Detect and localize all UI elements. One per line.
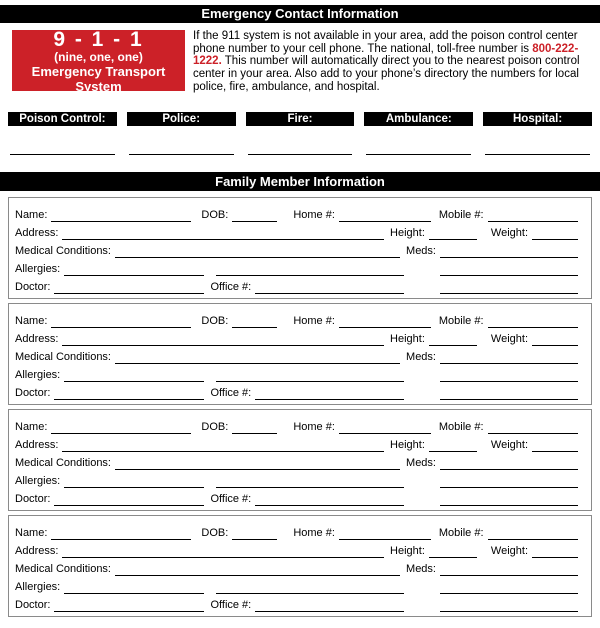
meds-field[interactable] (440, 257, 578, 258)
home-phone-field[interactable] (339, 433, 431, 434)
name-label: Name: (15, 527, 48, 539)
office-phone-field[interactable] (255, 611, 404, 612)
allergies-field[interactable] (64, 593, 204, 594)
member-row-allergies (15, 576, 578, 594)
mobile-phone-label: Mobile #: (438, 315, 484, 327)
office-phone-label: Office #: (210, 387, 252, 399)
home-phone-field[interactable] (339, 539, 431, 540)
dob-label: DOB: (201, 527, 229, 539)
911-pronunciation: (nine, one, one) (54, 49, 143, 64)
meds-continuation-field[interactable] (440, 293, 578, 294)
doctor-field[interactable] (54, 293, 204, 294)
name-label: Name: (15, 315, 48, 327)
dob-label: DOB: (201, 209, 229, 221)
meds-field[interactable] (440, 469, 578, 470)
member-row-allergies (15, 258, 578, 276)
dob-field[interactable] (232, 221, 277, 222)
address-label: Address: (15, 333, 59, 345)
family-member-information-title: Family Member Information (0, 172, 600, 191)
dob-field[interactable] (232, 539, 277, 540)
allergies-continuation-field[interactable] (216, 381, 404, 382)
meds-field[interactable] (440, 363, 578, 364)
office-phone-field[interactable] (255, 293, 404, 294)
home-phone-field[interactable] (339, 221, 431, 222)
contact-column-poison-control (8, 112, 117, 155)
member-row-identity (15, 416, 578, 434)
family-members (0, 197, 600, 617)
allergies-field[interactable] (64, 487, 204, 488)
name-field[interactable] (51, 433, 191, 434)
address-field[interactable] (62, 451, 384, 452)
height-label: Height: (390, 545, 425, 557)
meds-continuation-field[interactable] (440, 399, 578, 400)
office-phone-label: Office #: (210, 493, 252, 505)
height-field[interactable] (429, 557, 477, 558)
doctor-label: Doctor: (15, 599, 51, 611)
dob-field[interactable] (232, 433, 277, 434)
meds-continuation-field[interactable] (440, 593, 578, 594)
height-field[interactable] (429, 345, 477, 346)
dob-field[interactable] (232, 327, 277, 328)
address-field[interactable] (62, 557, 384, 558)
dob-label: DOB: (201, 421, 229, 433)
meds-label: Meds: (406, 245, 436, 257)
name-label: Name: (15, 421, 48, 433)
page-title: Emergency Contact Information (0, 5, 600, 23)
family-member-card (8, 409, 592, 511)
contact-column-fire (246, 112, 355, 155)
weight-field[interactable] (532, 557, 578, 558)
weight-field[interactable] (532, 239, 578, 240)
member-row-address (15, 222, 578, 240)
contact-column-hospital (483, 112, 592, 155)
poison-control-phone-number: 800-222-1222. (193, 42, 579, 68)
weight-label: Weight: (490, 227, 528, 239)
home-phone-field[interactable] (339, 327, 431, 328)
medical-conditions-label: Medical Conditions: (15, 245, 111, 257)
member-row-doctor (15, 594, 578, 612)
address-label: Address: (15, 227, 59, 239)
allergies-label: Allergies: (15, 263, 61, 275)
emergency-section (12, 27, 588, 94)
member-row-address (15, 540, 578, 558)
medical-conditions-label: Medical Conditions: (15, 457, 111, 469)
ambulance-label: Ambulance: (364, 112, 473, 126)
name-label: Name: (15, 209, 48, 221)
spacer (127, 126, 236, 154)
meds-label: Meds: (406, 457, 436, 469)
member-row-address (15, 328, 578, 346)
dob-label: DOB: (201, 315, 229, 327)
spacer (364, 126, 473, 154)
ambulance-field[interactable] (366, 154, 471, 155)
member-row-medical (15, 452, 578, 470)
fire-label: Fire: (246, 112, 355, 126)
mobile-phone-label: Mobile #: (438, 527, 484, 539)
name-field[interactable] (51, 327, 191, 328)
spacer (8, 126, 117, 154)
poison-control-field[interactable] (10, 154, 115, 155)
poison-control-label: Poison Control: (8, 112, 117, 126)
member-row-identity (15, 204, 578, 222)
911-badge (12, 27, 185, 94)
allergies-continuation-field[interactable] (216, 593, 404, 594)
weight-label: Weight: (490, 545, 528, 557)
name-field[interactable] (51, 539, 191, 540)
weight-field[interactable] (532, 345, 578, 346)
member-row-doctor (15, 276, 578, 294)
weight-label: Weight: (490, 439, 528, 451)
medical-conditions-label: Medical Conditions: (15, 351, 111, 363)
member-row-doctor (15, 382, 578, 400)
member-row-medical (15, 240, 578, 258)
address-label: Address: (15, 439, 59, 451)
911-number: 9 - 1 - 1 (53, 27, 144, 51)
mobile-phone-label: Mobile #: (438, 421, 484, 433)
meds-continuation-field[interactable] (440, 487, 578, 488)
meds-label: Meds: (406, 563, 436, 575)
home-phone-label: Home #: (293, 209, 335, 221)
office-phone-field[interactable] (255, 399, 404, 400)
office-phone-label: Office #: (210, 281, 252, 293)
doctor-field[interactable] (54, 611, 204, 612)
family-member-card (8, 515, 592, 617)
contact-column-police (127, 112, 236, 155)
allergies-label: Allergies: (15, 369, 61, 381)
fire-field[interactable] (248, 154, 353, 155)
allergies-continuation-field[interactable] (216, 487, 404, 488)
home-phone-label: Home #: (293, 527, 335, 539)
height-field[interactable] (429, 239, 477, 240)
hospital-field[interactable] (485, 154, 590, 155)
medical-conditions-field[interactable] (115, 575, 400, 576)
medical-conditions-field[interactable] (115, 257, 400, 258)
member-row-identity (15, 310, 578, 328)
emergency-contacts-row (8, 112, 592, 155)
address-field[interactable] (62, 239, 384, 240)
doctor-field[interactable] (54, 505, 204, 506)
member-row-doctor (15, 488, 578, 506)
medical-conditions-label: Medical Conditions: (15, 563, 111, 575)
height-label: Height: (390, 439, 425, 451)
mobile-phone-field[interactable] (488, 221, 578, 222)
911-subtitle: Emergency Transport System (31, 63, 166, 94)
hospital-label: Hospital: (483, 112, 592, 126)
office-phone-label: Office #: (210, 599, 252, 611)
weight-field[interactable] (532, 451, 578, 452)
member-row-medical (15, 558, 578, 576)
height-label: Height: (390, 227, 425, 239)
home-phone-label: Home #: (293, 315, 335, 327)
mobile-phone-field[interactable] (488, 433, 578, 434)
medical-conditions-field[interactable] (115, 469, 400, 470)
medical-conditions-field[interactable] (115, 363, 400, 364)
instructions-text-after: This number will automatically direct you to the nearest poison control center in your area. Also add to your phone’s directory the numbers for local police, fire, ambulance, and hospital. (193, 55, 580, 93)
allergies-continuation-field[interactable] (216, 275, 404, 276)
poison-control-instructions (193, 30, 588, 94)
police-field[interactable] (129, 154, 234, 155)
family-member-card (8, 197, 592, 299)
contact-column-ambulance (364, 112, 473, 155)
meds-field[interactable] (440, 575, 578, 576)
weight-label: Weight: (490, 333, 528, 345)
doctor-label: Doctor: (15, 493, 51, 505)
member-row-address (15, 434, 578, 452)
meds-label: Meds: (406, 351, 436, 363)
doctor-field[interactable] (54, 399, 204, 400)
height-field[interactable] (429, 451, 477, 452)
member-row-medical (15, 346, 578, 364)
meds-continuation-field[interactable] (440, 275, 578, 276)
home-phone-label: Home #: (293, 421, 335, 433)
doctor-label: Doctor: (15, 387, 51, 399)
family-member-card (8, 303, 592, 405)
member-row-identity (15, 522, 578, 540)
meds-continuation-field[interactable] (440, 381, 578, 382)
spacer (483, 126, 592, 154)
name-field[interactable] (51, 221, 191, 222)
spacer (246, 126, 355, 154)
police-label: Police: (127, 112, 236, 126)
member-row-allergies (15, 470, 578, 488)
height-label: Height: (390, 333, 425, 345)
allergies-label: Allergies: (15, 475, 61, 487)
allergies-field[interactable] (64, 275, 204, 276)
instructions-text-before: If the 911 system is not available in your area, add the poison control center phone number to your cell phone. The national, toll-free number is (193, 30, 578, 55)
address-label: Address: (15, 545, 59, 557)
office-phone-field[interactable] (255, 505, 404, 506)
address-field[interactable] (62, 345, 384, 346)
allergies-field[interactable] (64, 381, 204, 382)
mobile-phone-field[interactable] (488, 539, 578, 540)
meds-continuation-field[interactable] (440, 505, 578, 506)
member-row-allergies (15, 364, 578, 382)
doctor-label: Doctor: (15, 281, 51, 293)
mobile-phone-label: Mobile #: (438, 209, 484, 221)
mobile-phone-field[interactable] (488, 327, 578, 328)
meds-continuation-field[interactable] (440, 611, 578, 612)
allergies-label: Allergies: (15, 581, 61, 593)
